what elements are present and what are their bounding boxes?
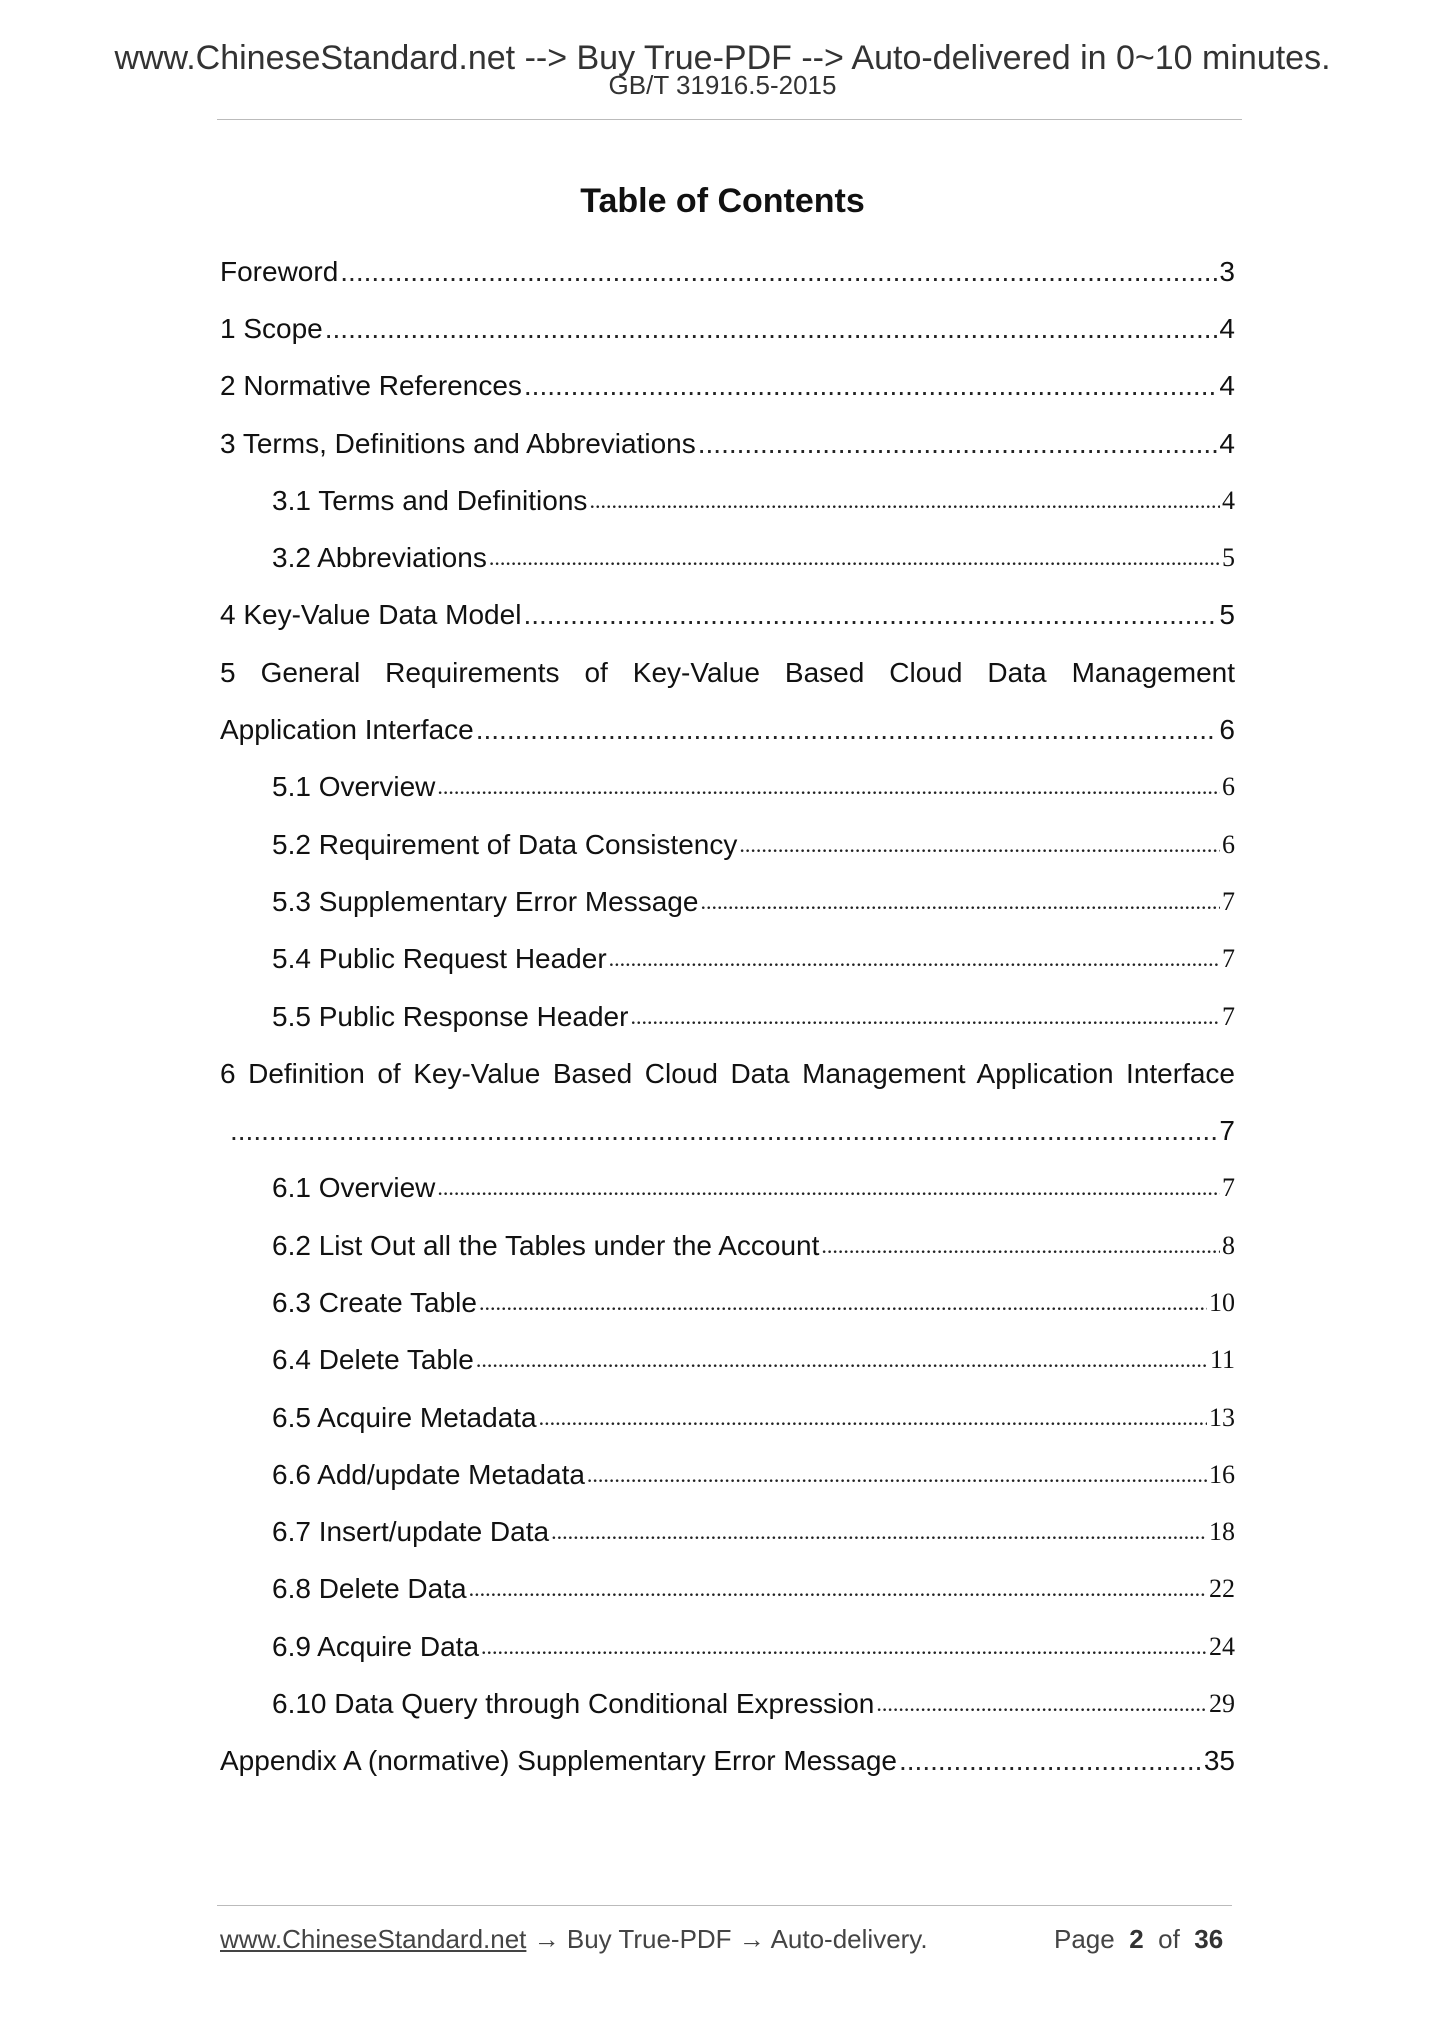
toc-entry-label: 3 Terms, Definitions and Abbreviations	[220, 427, 696, 459]
toc-entry-6-10[interactable]	[220, 1675, 1235, 1732]
toc-entry-label: 5.1 Overview	[272, 771, 436, 803]
toc-entry-page: 24	[1209, 1631, 1235, 1661]
toc-entry-label: 6 Definition of Key-Value Based Cloud Data Management Application Interface	[220, 1057, 1235, 1089]
dot-leader	[609, 946, 1220, 972]
toc-entry-label: 6.10 Data Query through Conditional Expression	[272, 1688, 875, 1720]
dot-leader	[899, 1745, 1202, 1777]
toc-entry-label: 5.2 Requirement of Data Consistency	[272, 828, 738, 860]
toc-entry-label: 3.1 Terms and Definitions	[272, 484, 588, 516]
toc-entry-label: Application Interface	[220, 714, 474, 746]
top-banner: www.ChineseStandard.net --> Buy True-PDF --> Auto-delivered in 0~10 minutes.	[114, 39, 1331, 77]
toc-entry-5-2[interactable]	[220, 816, 1235, 873]
toc-entry-appendix-a[interactable]	[220, 1733, 1235, 1790]
toc-entry-page: 4	[1219, 427, 1235, 459]
toc-entry-label: 5.4 Public Request Header	[272, 943, 607, 975]
toc-entry-page: 35	[1203, 1745, 1235, 1777]
toc-entry-page: 8	[1222, 1230, 1235, 1260]
toc-entry-6-8[interactable]	[220, 1561, 1235, 1618]
toc-entry-label: 5.3 Supplementary Error Message	[272, 885, 699, 917]
page-indicator	[1054, 1922, 1223, 1956]
footer-delivery	[220, 1922, 928, 1956]
dot-leader	[476, 714, 1218, 746]
dot-leader	[698, 428, 1218, 460]
toc-entry-data-model[interactable]	[220, 587, 1235, 644]
toc-entry-label: Foreword	[220, 255, 339, 287]
toc-entry-page: 6	[1222, 772, 1235, 802]
toc-entry-3-2[interactable]	[220, 529, 1235, 586]
toc-entry-page: 5	[1219, 599, 1235, 631]
toc-entry-page: 10	[1209, 1287, 1235, 1317]
dot-leader	[821, 1233, 1220, 1259]
toc-entry-label: 1 Scope	[220, 312, 323, 344]
toc-entry-label: 6.4 Delete Table	[272, 1344, 474, 1376]
toc-entry-page: 7	[1222, 1001, 1235, 1031]
toc-entry-terms[interactable]	[220, 415, 1235, 472]
of-word: of	[1158, 1924, 1180, 1954]
toc-entry-page: 11	[1209, 1345, 1235, 1375]
toc-entry-page: 18	[1209, 1517, 1235, 1547]
footer-divider	[217, 1905, 1232, 1906]
toc-entry-page: 6	[1222, 829, 1235, 859]
toc-entry-label: 6.6 Add/update Metadata	[272, 1458, 585, 1490]
toc-entry-page: 16	[1209, 1459, 1235, 1489]
header-divider	[217, 119, 1242, 120]
toc-entry-page: 7	[1222, 1173, 1235, 1203]
toc-entry-page: 7	[1222, 886, 1235, 916]
toc-entry-page: 29	[1209, 1689, 1235, 1719]
dot-leader	[479, 1290, 1207, 1316]
toc-entry-6-3[interactable]	[220, 1274, 1235, 1331]
table-of-contents	[220, 243, 1235, 1790]
toc-entry-page: 4	[1222, 485, 1235, 515]
toc-entry-3-1[interactable]	[220, 472, 1235, 529]
toc-entry-page: 4	[1219, 370, 1235, 402]
toc-entry-label: Appendix A (normative) Supplementary Error Message	[220, 1745, 897, 1777]
toc-entry-page: 4	[1219, 312, 1235, 344]
toc-entry-5-4[interactable]	[220, 931, 1235, 988]
toc-entry-label: 6.2 List Out all the Tables under the Account	[272, 1229, 820, 1261]
toc-entry-page: 13	[1209, 1402, 1235, 1432]
current-page: 2	[1129, 1924, 1144, 1954]
toc-entry-5-5[interactable]	[220, 988, 1235, 1045]
toc-entry-label: 3.2 Abbreviations	[272, 542, 487, 574]
toc-entry-page: 6	[1219, 714, 1235, 746]
standard-number: GB/T 31916.5-2015	[608, 70, 837, 100]
toc-entry-6-6[interactable]	[220, 1446, 1235, 1503]
dot-leader	[476, 1347, 1208, 1373]
toc-entry-6-1[interactable]	[220, 1160, 1235, 1217]
toc-entry-6-2[interactable]	[220, 1217, 1235, 1274]
dot-leader	[469, 1576, 1207, 1602]
toc-entry-label: 6.8 Delete Data	[272, 1573, 467, 1605]
toc-entry-page: 3	[1219, 255, 1235, 287]
toc-entry-general-requirements-cont[interactable]	[220, 701, 1235, 758]
dot-leader	[437, 774, 1220, 800]
dot-leader	[481, 1634, 1207, 1660]
toc-entry-label: 2 Normative References	[220, 370, 522, 402]
toc-entry-5-3[interactable]	[220, 873, 1235, 930]
toc-entry-page: 7	[1219, 1115, 1235, 1147]
dot-leader	[589, 488, 1220, 514]
toc-title: Table of Contents	[580, 182, 865, 220]
toc-entry-6-7[interactable]	[220, 1504, 1235, 1561]
dot-leader	[230, 1115, 1217, 1147]
toc-entry-scope[interactable]	[220, 300, 1235, 357]
toc-entry-label: 6.5 Acquire Metadata	[272, 1401, 537, 1433]
dot-leader	[524, 370, 1218, 402]
dot-leader	[539, 1405, 1207, 1431]
toc-entry-label: 4 Key-Value Data Model	[220, 599, 522, 631]
toc-entry-foreword[interactable]	[220, 243, 1235, 300]
dot-leader	[551, 1519, 1207, 1545]
toc-entry-label: 6.7 Insert/update Data	[272, 1516, 550, 1548]
dot-leader	[340, 256, 1217, 288]
page-word: Page	[1054, 1924, 1115, 1954]
footer-site-link[interactable]: www.ChineseStandard.net	[220, 1924, 527, 1954]
dot-leader	[437, 1175, 1220, 1201]
toc-entry-5-1[interactable]	[220, 759, 1235, 816]
toc-entry-general-requirements[interactable]	[220, 644, 1235, 701]
dot-leader	[489, 545, 1220, 571]
toc-entry-label: 6.9 Acquire Data	[272, 1630, 480, 1662]
toc-entry-label: 5.5 Public Response Header	[272, 1000, 629, 1032]
toc-entry-page: 5	[1222, 543, 1235, 573]
toc-entry-label: 6.1 Overview	[272, 1172, 436, 1204]
toc-entry-normative-references[interactable]	[220, 358, 1235, 415]
toc-entry-definition-cont[interactable]	[220, 1102, 1235, 1159]
toc-entry-label: 6.3 Create Table	[272, 1286, 477, 1318]
dot-leader	[325, 313, 1218, 345]
total-pages: 36	[1194, 1924, 1224, 1954]
footer-delivery-text: → Buy True-PDF → Auto-delivery.	[526, 1924, 928, 1954]
toc-entry-6-9[interactable]	[220, 1618, 1235, 1675]
toc-entry-6-4[interactable]	[220, 1332, 1235, 1389]
dot-leader	[587, 1462, 1207, 1488]
toc-entry-definition[interactable]	[220, 1045, 1235, 1102]
dot-leader	[630, 1004, 1220, 1030]
dot-leader	[523, 599, 1217, 631]
toc-entry-label: 5 General Requirements of Key-Value Based Cloud Data Management	[220, 656, 1235, 688]
dot-leader	[700, 889, 1220, 915]
dot-leader	[739, 832, 1220, 858]
toc-entry-page: 7	[1222, 944, 1235, 974]
dot-leader	[876, 1691, 1207, 1717]
toc-entry-page: 22	[1209, 1574, 1235, 1604]
toc-entry-6-5[interactable]	[220, 1389, 1235, 1446]
